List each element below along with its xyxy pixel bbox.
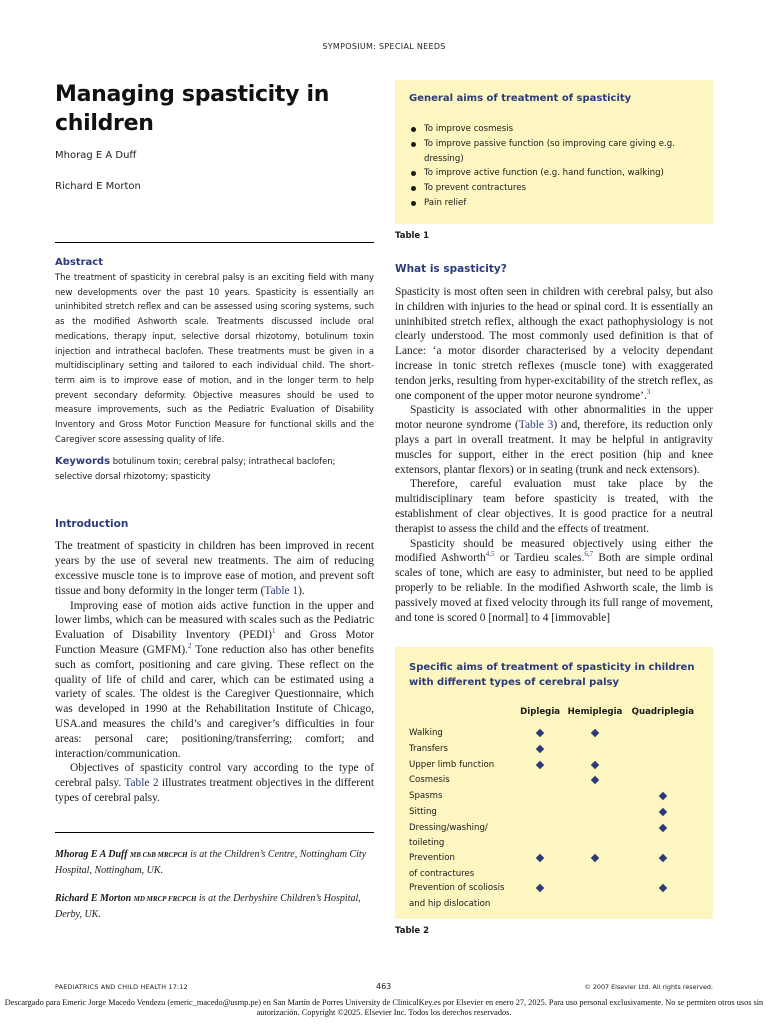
bullet-icon — [411, 142, 416, 147]
table2-label: Table 2 — [395, 926, 430, 937]
table-cell — [517, 758, 563, 774]
table-cell — [627, 726, 699, 742]
table-cell — [563, 758, 626, 774]
diamond-marker-icon — [591, 854, 599, 862]
bullet-icon — [411, 127, 416, 132]
footer-page-number: 463 — [376, 982, 392, 991]
footer-copyright: © 2007 Elsevier Ltd. All rights reserved. — [584, 983, 713, 991]
table-cell — [627, 821, 699, 837]
diamond-marker-icon — [591, 729, 599, 737]
ref-6-7-link[interactable]: 6,7 — [584, 550, 594, 559]
table-cell — [627, 789, 699, 805]
row-label: Upper limb function — [409, 759, 495, 770]
table-cell — [627, 773, 699, 789]
keywords-text: botulinum toxin; cerebral palsy; intrathecal baclofen; selective dorsal rhizotomy; spasticity — [55, 456, 336, 482]
list-item: To improve passive function (so improving care giving e.g. dressing) — [409, 137, 699, 167]
diamond-marker-icon — [536, 854, 544, 862]
table-row — [409, 805, 699, 821]
divider — [55, 242, 374, 243]
table-cell — [563, 821, 626, 837]
table2-corner — [409, 707, 517, 726]
table-cell — [627, 805, 699, 821]
table-cell — [627, 851, 699, 867]
author-1: Mhorag E A Duff — [55, 150, 137, 161]
table-cell — [563, 881, 626, 897]
table-row — [409, 773, 699, 789]
table-row — [409, 867, 699, 882]
diamond-marker-icon — [659, 884, 667, 892]
diamond-marker-icon — [536, 884, 544, 892]
table-row — [409, 881, 699, 897]
row-label: Prevention of scoliosis — [409, 883, 505, 894]
table2-grid — [409, 707, 699, 911]
table1-label: Table 1 — [395, 231, 430, 241]
table-cell — [627, 742, 699, 758]
row-label: Walking — [409, 728, 443, 739]
bullet-icon — [411, 201, 416, 206]
ref-3-link[interactable]: 3 — [646, 387, 651, 396]
ref-4-5-link[interactable]: 4,5 — [485, 550, 495, 559]
table-cell — [563, 867, 626, 882]
table1-link[interactable]: Table 1 — [264, 584, 299, 597]
row-label: Transfers — [409, 744, 449, 755]
table-cell — [563, 773, 626, 789]
table2-title: Specific aims of treatment of spasticity in children with different types of cerebral palsy — [409, 662, 695, 689]
table-cell — [627, 897, 699, 912]
list-item: Pain relief — [409, 196, 699, 211]
table-cell — [627, 758, 699, 774]
table-row — [409, 789, 699, 805]
table-row — [409, 897, 699, 912]
table2-box — [395, 647, 713, 919]
diamond-marker-icon — [591, 776, 599, 784]
row-label: toileting — [409, 838, 445, 849]
table-cell — [627, 836, 699, 851]
table-cell — [627, 867, 699, 882]
table-cell — [517, 726, 563, 742]
intro-paragraph-1: The treatment of spasticity in children has been improved in recent years by the use of several new treatments. The aim of reducing excessive muscle tone is to improve ease of motion, and prevent soft tissue and bony deformity in the longer term (Table 1). — [55, 540, 374, 597]
table-cell — [563, 805, 626, 821]
table-cell — [517, 805, 563, 821]
abstract-text: The treatment of spasticity in cerebral palsy is an exciting field with many new developments over the past 10 years. Spasticity is essentially an uninhibited stretch reflex and can be assessed using scoring systems, such as the modified Ashworth scale. Treatments discussed include oral medications, therapy input, selective dorsal rhizotomy, botulinum toxin injection and intrathecal baclofen. These treatments must be given in a multidisciplinary setting and tailored to each individual child. The short-term aim is to improve ease of motion, and in the longer term to help prevent secondary deformity. Objective measures should be used to measure improvements, such as the Pediatric Evaluation of Disability Inventory and Gross Motor Function Measure for functional skills and the Caregiver score assessing quality of life. — [55, 272, 374, 444]
table-cell — [517, 836, 563, 851]
footnote-divider — [55, 832, 374, 833]
table-cell — [563, 897, 626, 912]
spasticity-paragraph-4: Spasticity should be measured objectively using either the modified Ashworth$^{4,5}$ or Tardieu scales.$^{6,7}$ Both are simple ordinal scales of tone, which are easy to administer, but need to be applied properly to be reliable. In the modified Ashworth scale, the limb is passively moved at fixed velocity through its full range of movement, and tone is scored 0 [normal] to 4 [immovable] — [395, 537, 713, 624]
diamond-marker-icon — [659, 792, 667, 800]
footer-journal: PAEDIATRICS AND CHILD HEALTH 17:12 — [55, 983, 188, 991]
row-label: Prevention — [409, 852, 455, 863]
author-2: Richard E Morton — [55, 181, 141, 192]
row-label: Cosmesis — [409, 775, 450, 786]
table3-link[interactable]: Table 3 — [518, 419, 554, 432]
table1-list — [409, 122, 699, 211]
author-affiliation-1: Mhorag E A Duff MB ChB MRCPCH is at the Children’s Centre, Nottingham City Hospital, Nottingham, UK. — [55, 848, 367, 876]
spasticity-paragraph-3: Therefore, careful evaluation must take place by the multidisciplinary team before spasticity is treated, with the establishment of clear objectives. It is good practice for a neutral therapist to assess the child and the effects of treatment. — [395, 478, 713, 535]
download-notice: Descargado para Emeric Jorge Macedo Vendezu (emeric_macedo@usmp.pe) en San Martín de Porres University de ClinicalKey.es por Elsevier en enero 27, 2025. Para uso personal exclusivamente. No se permiten otros usos sin autorización. Copyright ©2025. Elsevier Inc. Todos los derechos reservados. — [4, 998, 764, 1017]
table-cell — [517, 773, 563, 789]
table-cell — [563, 836, 626, 851]
diamond-marker-icon — [536, 745, 544, 753]
bullet-icon — [411, 186, 416, 191]
abstract-heading: Abstract — [55, 257, 104, 268]
author-affiliation-2: Richard E Morton MD MRCP FRCPCH is at the Derbyshire Children’s Hospital, Derby, UK. — [55, 892, 361, 920]
spasticity-heading: What is spasticity? — [395, 263, 507, 275]
table-cell — [517, 881, 563, 897]
introduction-body — [55, 539, 374, 805]
table-row — [409, 836, 699, 851]
table-cell — [517, 897, 563, 912]
table-cell — [563, 789, 626, 805]
right-column — [395, 80, 713, 936]
column-header-quadriplegia: Quadriplegia — [631, 707, 695, 718]
row-label: and hip dislocation — [409, 899, 491, 910]
ref-2-link[interactable]: 2 — [188, 642, 192, 651]
table-cell — [563, 726, 626, 742]
table-cell — [517, 789, 563, 805]
column-header-diplegia: Diplegia — [520, 707, 561, 718]
table-cell — [563, 742, 626, 758]
row-label: Spasms — [409, 791, 443, 802]
diamond-marker-icon — [659, 854, 667, 862]
diamond-marker-icon — [591, 760, 599, 768]
table-cell — [517, 821, 563, 837]
list-item: To improve active function (e.g. hand function, walking) — [409, 166, 699, 181]
diamond-marker-icon — [659, 823, 667, 831]
column-header-hemiplegia: Hemiplegia — [567, 707, 623, 718]
row-label: of contractures — [409, 868, 475, 879]
running-head: SYMPOSIUM: SPECIAL NEEDS — [322, 42, 446, 51]
row-label: Sitting — [409, 806, 437, 817]
table-cell — [517, 742, 563, 758]
left-column — [55, 80, 374, 923]
list-item: To improve cosmesis — [409, 122, 699, 137]
intro-paragraph-3: Objectives of spasticity control vary according to the type of cerebral palsy. Table 2 illustrates treatment objectives in the different types of cerebral palsy. — [55, 762, 374, 804]
table2-link[interactable]: Table 2 — [124, 777, 159, 790]
table-cell — [563, 851, 626, 867]
diamond-marker-icon — [659, 808, 667, 816]
table-cell — [517, 851, 563, 867]
table-row — [409, 821, 699, 837]
table-cell — [627, 881, 699, 897]
spasticity-paragraph-2: Spasticity is associated with other abnormalities in the upper motor neurone syndrome (Table 3) and, therefore, its reduction only plays a part in overall treatment. It may be helpful in antigravity muscles for support, either in the erect position (hip and knee extensors, plantar flexors) or in seating (trunk and neck extensors). — [395, 404, 714, 476]
introduction-heading: Introduction — [55, 518, 129, 531]
diamond-marker-icon — [536, 760, 544, 768]
keywords-label: Keywords — [55, 456, 111, 468]
spasticity-paragraph-1: Spasticity is most often seen in children with cerebral palsy, but also in children with injuries to the head or spinal cord. It is essentially an uninhibited stretch reflex, although the exact pathophysiology is not clearly understood. The most commonly used definition is that of Lance: ‘a motor disorder characterised by a velocity dependant increase in tonic stretch reflexes (muscle tone) with exaggerated tendon jerks, resulting from hyper-excitability of the stretch reflex, as one component of the upper motor neurone syndrome’.$^3$ — [395, 286, 713, 402]
spasticity-body — [395, 285, 713, 625]
table-cell — [517, 867, 563, 882]
keywords — [55, 454, 374, 484]
table1-title: General aims of treatment of spasticity — [409, 93, 632, 104]
ref-1-link[interactable]: 1 — [271, 627, 276, 636]
bullet-icon — [411, 171, 416, 176]
table-row — [409, 742, 699, 758]
article-title: Managing spasticity in children — [55, 82, 330, 136]
table-row — [409, 851, 699, 867]
diamond-marker-icon — [536, 729, 544, 737]
table-row — [409, 758, 699, 774]
list-item: To prevent contractures — [409, 181, 699, 196]
intro-paragraph-2: Improving ease of motion aids active function in the upper and lower limbs, which can be measured with scales such as the Pediatric Evaluation of Disability Inventory (PEDI)$^1$ and Gross Motor Function Measure (GMFM).$^2$ Tone reduction also has other benefits such as comfort, positioning and care giving. These reflect on the quality of life of child and carer, which can be estimated using a variety of scales. The oldest is the Caregiver Questionnaire, which was developed in 1990 at the Rehabilitation Institute of Chicago, USA.and measures the child’s and caregiver’s difficulties in four areas: personal care; positioning/transferring; comfort; and interaction/communication. — [55, 599, 374, 760]
table1-box — [395, 80, 713, 224]
row-label: Dressing/washing/ — [409, 822, 488, 833]
table-row — [409, 726, 699, 742]
